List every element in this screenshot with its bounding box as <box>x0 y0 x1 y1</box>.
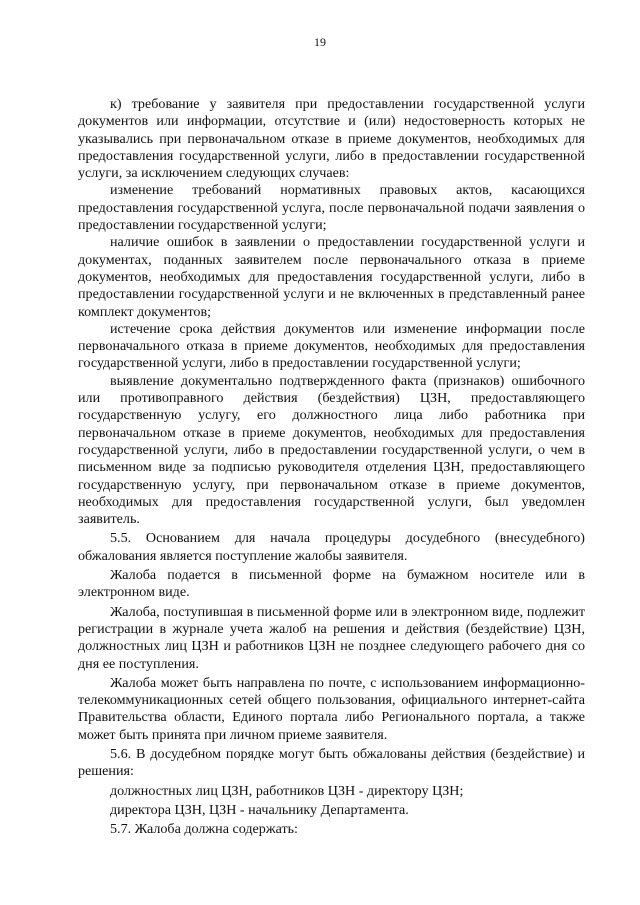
paragraph-complaint-channels: Жалоба может быть направлена по почте, с использованием информационно-телекоммуникационных сетей общего пользования, официального интернет-сайта Правительства области, Единого портала либо Регионального портала, а также может быть принята при личном приеме заявителя. <box>78 674 585 743</box>
paragraph-exception-expiry: истечение срока действия документов или изменение информации после первоначального отказа в приеме документов, необходимых для предоставления государственной услуги, либо в предоставлении государственной услуги; <box>78 320 585 372</box>
paragraph-exception-law-change: изменение требований нормативных правовых актов, касающихся предоставления государственной услуга, после первоначальной подачи заявления о предоставлении государственной услуги; <box>78 182 585 234</box>
paragraph-complaint-form: Жалоба подается в письменной форме на бумажном носителе или в электронном виде. <box>78 567 585 601</box>
page-number: 19 <box>314 35 326 49</box>
paragraph-5-6: 5.6. В досудебном порядке могут быть обжалованы действия (бездействие) и решения: <box>78 745 585 780</box>
paragraph-complaint-registration: Жалоба, поступившая в письменной форме или в электронном виде, подлежит регистрации в журнале учета жалоб на решения и действия (бездействие) ЦЗН, должностных лиц ЦЗН и работников ЦЗН не позднее следующего рабочего дня со дня ее поступления. <box>78 603 585 672</box>
paragraph-appeal-to-department: директора ЦЗН, ЦЗН - начальнику Департамента. <box>110 801 409 818</box>
paragraph-exception-unlawful-action: выявление документально подтвержденного факта (признаков) ошибочного или противоправного действия (бездействия) ЦЗН, предоставляющего государственную услугу, его должностного лица либо работника при первоначальном отказе в приеме документов, необходимых для предоставления государственной услуги, либо в предоставлении государственной услуги, о чем в письменном виде за подписью руководителя отделения ЦЗН, предоставляющего государственную услугу, при первоначальном отказе в приеме документов, необходимых для предоставления государственной услуги, был уведомлен заявитель. <box>78 372 585 528</box>
paragraph-appeal-to-director: должностных лиц ЦЗН, работников ЦЗН - директору ЦЗН; <box>110 782 464 799</box>
paragraph-exception-errors: наличие ошибок в заявлении о предоставлении государственной услуги и документах, поданных заявителем после первоначального отказа в приеме документов, необходимых для предоставления государственной услуги, либо в предоставлении государственной услуги и не включенных в представленный ранее комплект документов; <box>78 234 585 320</box>
paragraph-5-7: 5.7. Жалоба должна содержать: <box>110 821 298 838</box>
paragraph-5-5: 5.5. Основанием для начала процедуры досудебного (внесудебного) обжалования является поступление жалобы заявителя. <box>78 530 585 564</box>
document-body <box>78 96 585 838</box>
paragraph-k-requirement: к) требование у заявителя при предоставлении государственной услуги документов или информации, отсутствие и (или) недостоверность которых не указывались при первоначальном отказе в приеме документов, необходимых для предоставления государственной услуги, либо в предоставлении государственной услуги, за исключением следующих случаев: <box>78 96 585 182</box>
